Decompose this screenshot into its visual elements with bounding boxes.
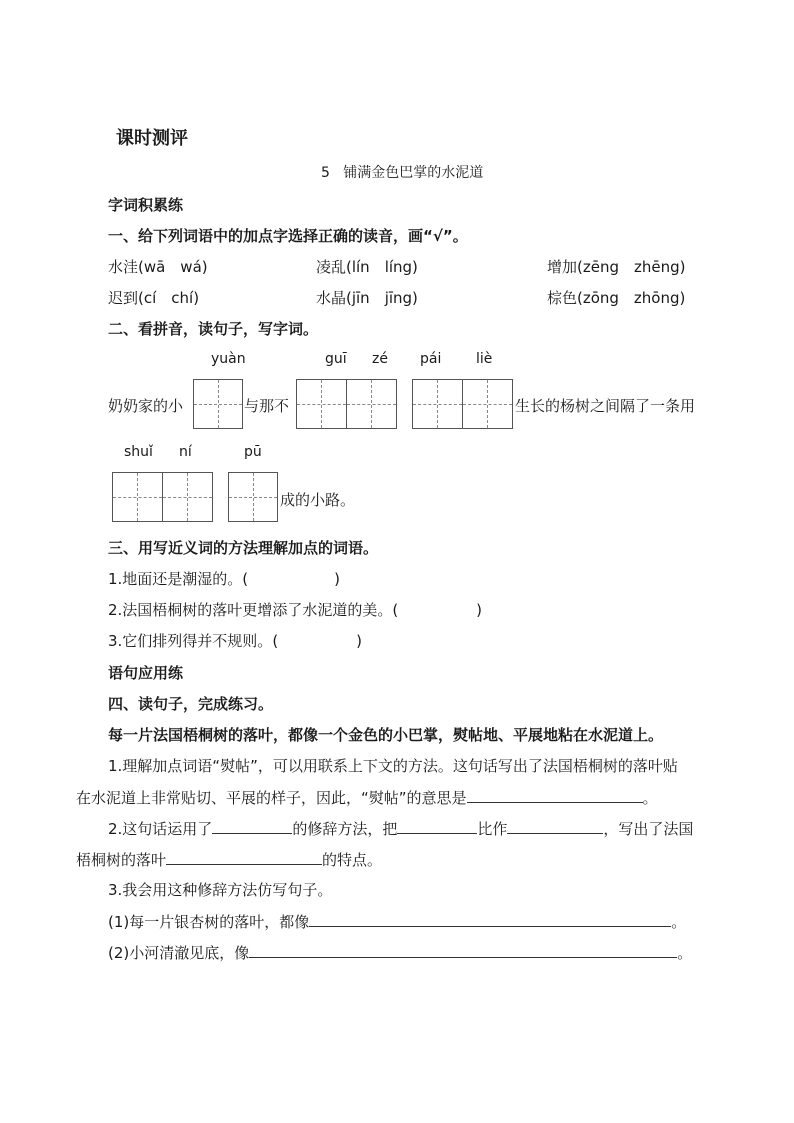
q4-part1-line2: 在水泥道上非常贴切、平展的样子，因此，“熨帖”的意思是 。 — [76, 786, 658, 808]
q4-part1-line1: 1.理解加点词语“熨帖”，可以用联系上下文的方法。这句话写出了法国梧桐树的落叶贴 — [108, 757, 678, 775]
q4-part3: 3.我会用这种修辞方法仿写句子。 — [108, 881, 333, 899]
q4-part2-line1: 2.这句话运用了 的修辞方法，把 比作 ，写出了法国 — [108, 817, 693, 839]
q2-text: 与那不 — [244, 397, 290, 415]
answer-blank[interactable] — [309, 910, 671, 927]
q4-part3-item2: (2)小河清澈见底，像 。 — [108, 941, 692, 963]
section-heading-words: 字词积累练 — [108, 196, 184, 214]
writing-cell[interactable] — [194, 380, 242, 428]
q4-part2-line2: 梧桐树的落叶 的特点。 — [76, 848, 382, 870]
pinyin-label: shuǐ — [124, 444, 153, 460]
writing-cell[interactable] — [297, 380, 347, 428]
lesson-title: 铺满金色巴掌的水泥道 — [343, 165, 484, 181]
writing-grid[interactable] — [296, 379, 397, 429]
q2-text: 成的小路。 — [280, 491, 356, 509]
q3-item: 1.地面还是潮湿的。( ) — [108, 570, 341, 588]
writing-cell[interactable] — [229, 473, 277, 521]
pinyin-label: zé — [372, 351, 388, 367]
writing-grid[interactable] — [228, 472, 278, 522]
section-heading-sentences: 语句应用练 — [108, 664, 184, 682]
q1-item: 增加(zēng zhēng) — [547, 258, 686, 276]
q3-item: 3.它们排列得并不规则。( ) — [108, 632, 363, 650]
q1-item: 棕色(zōng zhōng) — [547, 289, 686, 307]
writing-grid[interactable] — [112, 472, 213, 522]
pinyin-label: liè — [476, 351, 493, 367]
q2-text: 奶奶家的小 — [108, 397, 184, 415]
writing-cell[interactable] — [163, 473, 213, 521]
writing-grid[interactable] — [412, 379, 513, 429]
writing-grid[interactable] — [193, 379, 243, 429]
pinyin-label: ní — [179, 444, 192, 460]
answer-blank[interactable] — [507, 817, 603, 834]
page-title: 课时测评 — [116, 128, 188, 149]
question-2-title: 二、看拼音，读句子，写字词。 — [108, 320, 319, 338]
pinyin-label: pái — [420, 351, 442, 367]
writing-cell[interactable] — [413, 380, 463, 428]
pinyin-label: guī — [325, 351, 347, 367]
question-3-title: 三、用写近义词的方法理解加点的词语。 — [108, 539, 379, 557]
q3-item: 2.法国梧桐树的落叶更增添了水泥道的美。( ) — [108, 601, 483, 619]
question-4-title: 四、读句子，完成练习。 — [108, 695, 274, 713]
q4-part3-item1: (1)每一片银杏树的落叶，都像 。 — [108, 910, 686, 932]
lesson-number: 5 — [321, 165, 330, 181]
q1-item: 凌乱(lín líng) — [316, 258, 418, 276]
q1-item: 水洼(wā wá) — [108, 258, 208, 276]
writing-cell[interactable] — [463, 380, 513, 428]
answer-blank[interactable] — [397, 817, 477, 834]
lesson-heading — [321, 162, 483, 182]
question-1-title: 一、给下列词语中的加点字选择正确的读音，画“√”。 — [108, 227, 468, 245]
q1-item: 水晶(jīn jīng) — [316, 289, 418, 307]
writing-cell[interactable] — [347, 380, 397, 428]
pinyin-label: pū — [244, 444, 262, 460]
answer-blank[interactable] — [467, 786, 643, 803]
q2-text: 生长的杨树之间隔了一条用 — [515, 397, 696, 415]
answer-blank[interactable] — [249, 941, 677, 958]
answer-blank[interactable] — [212, 817, 292, 834]
pinyin-label: yuàn — [211, 351, 246, 367]
q4-sentence: 每一片法国梧桐树的落叶，都像一个金色的小巴掌，熨帖地、平展地粘在水泥道上。 — [108, 726, 664, 744]
q1-item: 迟到(cí chí) — [108, 289, 200, 307]
answer-blank[interactable] — [166, 848, 322, 865]
writing-cell[interactable] — [113, 473, 163, 521]
